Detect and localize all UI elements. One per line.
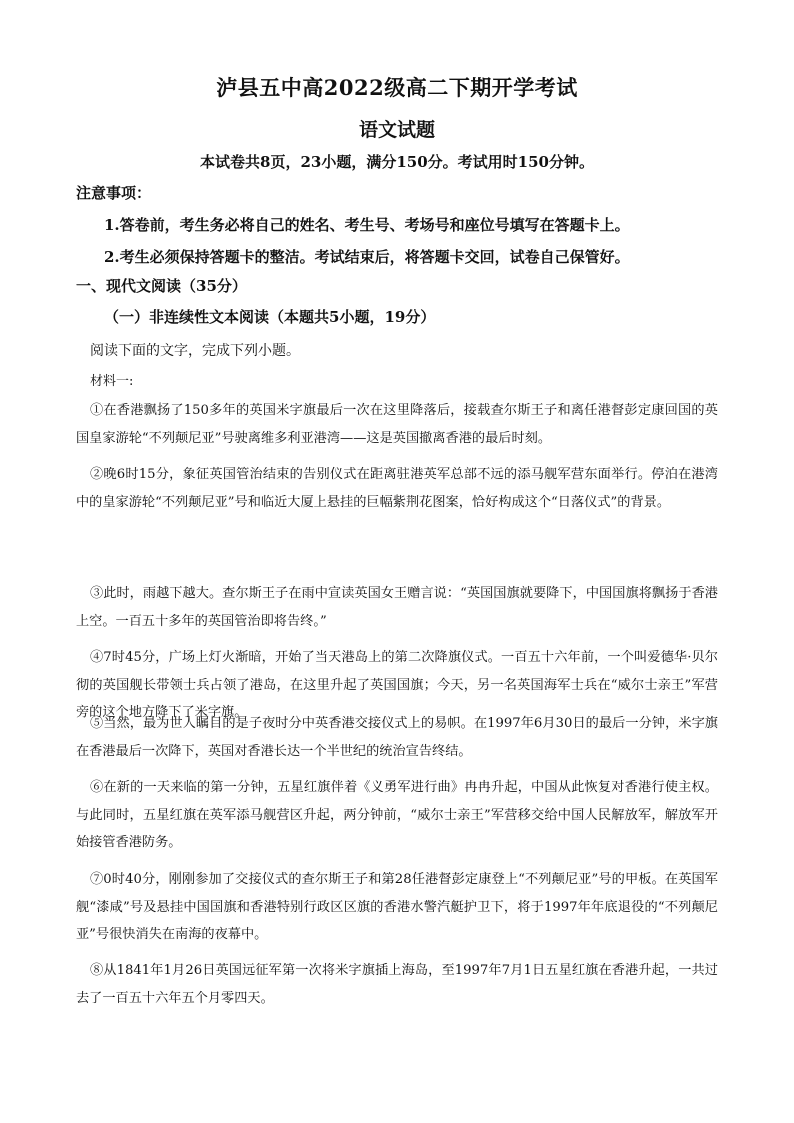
passage-paragraph: ⑦0时40分，刚刚参加了交接仪式的查尔斯王子和第28任港督彭定康登上“不列颠尼亚”号的甲板。在英国军舰“漆咸”号及悬挂中国国旗和香港特别行政区区旗的香港水警汽艇护卫下，将于1997年年底退役的“不列颠尼亚”号很快消失在南海的夜幕中。 [76,872,718,942]
passage-paragraph: ①在香港飘扬了150多年的英国米字旗最后一次在这里降落后，接载查尔斯王子和离任港督彭定康回国的英国皇家游轮“不列颠尼亚”号驶离维多利亚港湾——这是英国撤离香港的最后时刻。 [76,403,718,446]
section-heading: 一、现代文阅读（35分） [76,277,247,295]
notice-item: 2.考生必须保持答题卡的整洁。考试结束后，将答题卡交回，试卷自己保管好。 [104,248,630,266]
passage-paragraph: ⑤当然，最为世人瞩目的是子夜时分中英香港交接仪式上的易帜。在1997年6月30日的最后一分钟，米字旗在香港最后一次降下，英国对香港长达一个半世纪的统治宣告终结。 [76,716,718,759]
notice-item: 1.答卷前，考生务必将自己的姓名、考生号、考场号和座位号填写在答题卡上。 [104,216,630,234]
exam-subject-title: 语文试题 [358,119,435,141]
subsection-heading: （一）非连续性文本阅读（本题共5小题，19分） [104,308,436,326]
passage-paragraph: ⑥在新的一天来临的第一分钟，五星红旗伴着《义勇军进行曲》冉冉升起，中国从此恢复对香港行使主权。与此同时，五星红旗在英军添马舰营区升起，两分钟前，“威尔士亲王”军营移交给中国人民解放军，解放军开始接管香港防务。 [76,780,718,850]
passage-paragraph: ④7时45分，广场上灯火渐暗，开始了当天港岛上的第二次降旗仪式。一百五十六年前，一个叫爱德华·贝尔彻的英国舰长带领士兵占领了港岛，在这里升起了英国国旗；今天，另一名英国海军士兵在“威尔士亲王”军营旁的这个地方降下了米字旗。 [76,650,718,720]
exam-title: 泸县五中高2022级高二下期开学考试 [216,75,578,100]
passage-paragraph: ②晚6时15分，象征英国管治结束的告别仪式在距离驻港英军总部不远的添马舰军营东面举行。停泊在港湾中的皇家游轮“不列颠尼亚”号和临近大厦上悬挂的巨幅紫荆花图案，恰好构成这个“日落仪式”的背景。 [76,467,718,510]
passage-paragraph: ③此时，雨越下越大。查尔斯王子在雨中宣读英国女王赠言说：“英国国旗就要降下，中国国旗将飘扬于香港上空。一百五十多年的英国管治即将告终。” [76,586,718,629]
notice-heading: 注意事项： [76,184,152,202]
exam-info: 本试卷共8页，23小题，满分150分。考试用时150分钟。 [200,153,594,171]
reading-instruction: 阅读下面的文字，完成下列小题。 [90,343,300,359]
passage-paragraph: ⑧从1841年1月26日英国远征军第一次将米字旗插上海岛，至1997年7月1日五星红旗在香港升起，一共过去了一百五十六年五个月零四天。 [76,963,718,1006]
material-label: 材料一: [90,374,134,389]
